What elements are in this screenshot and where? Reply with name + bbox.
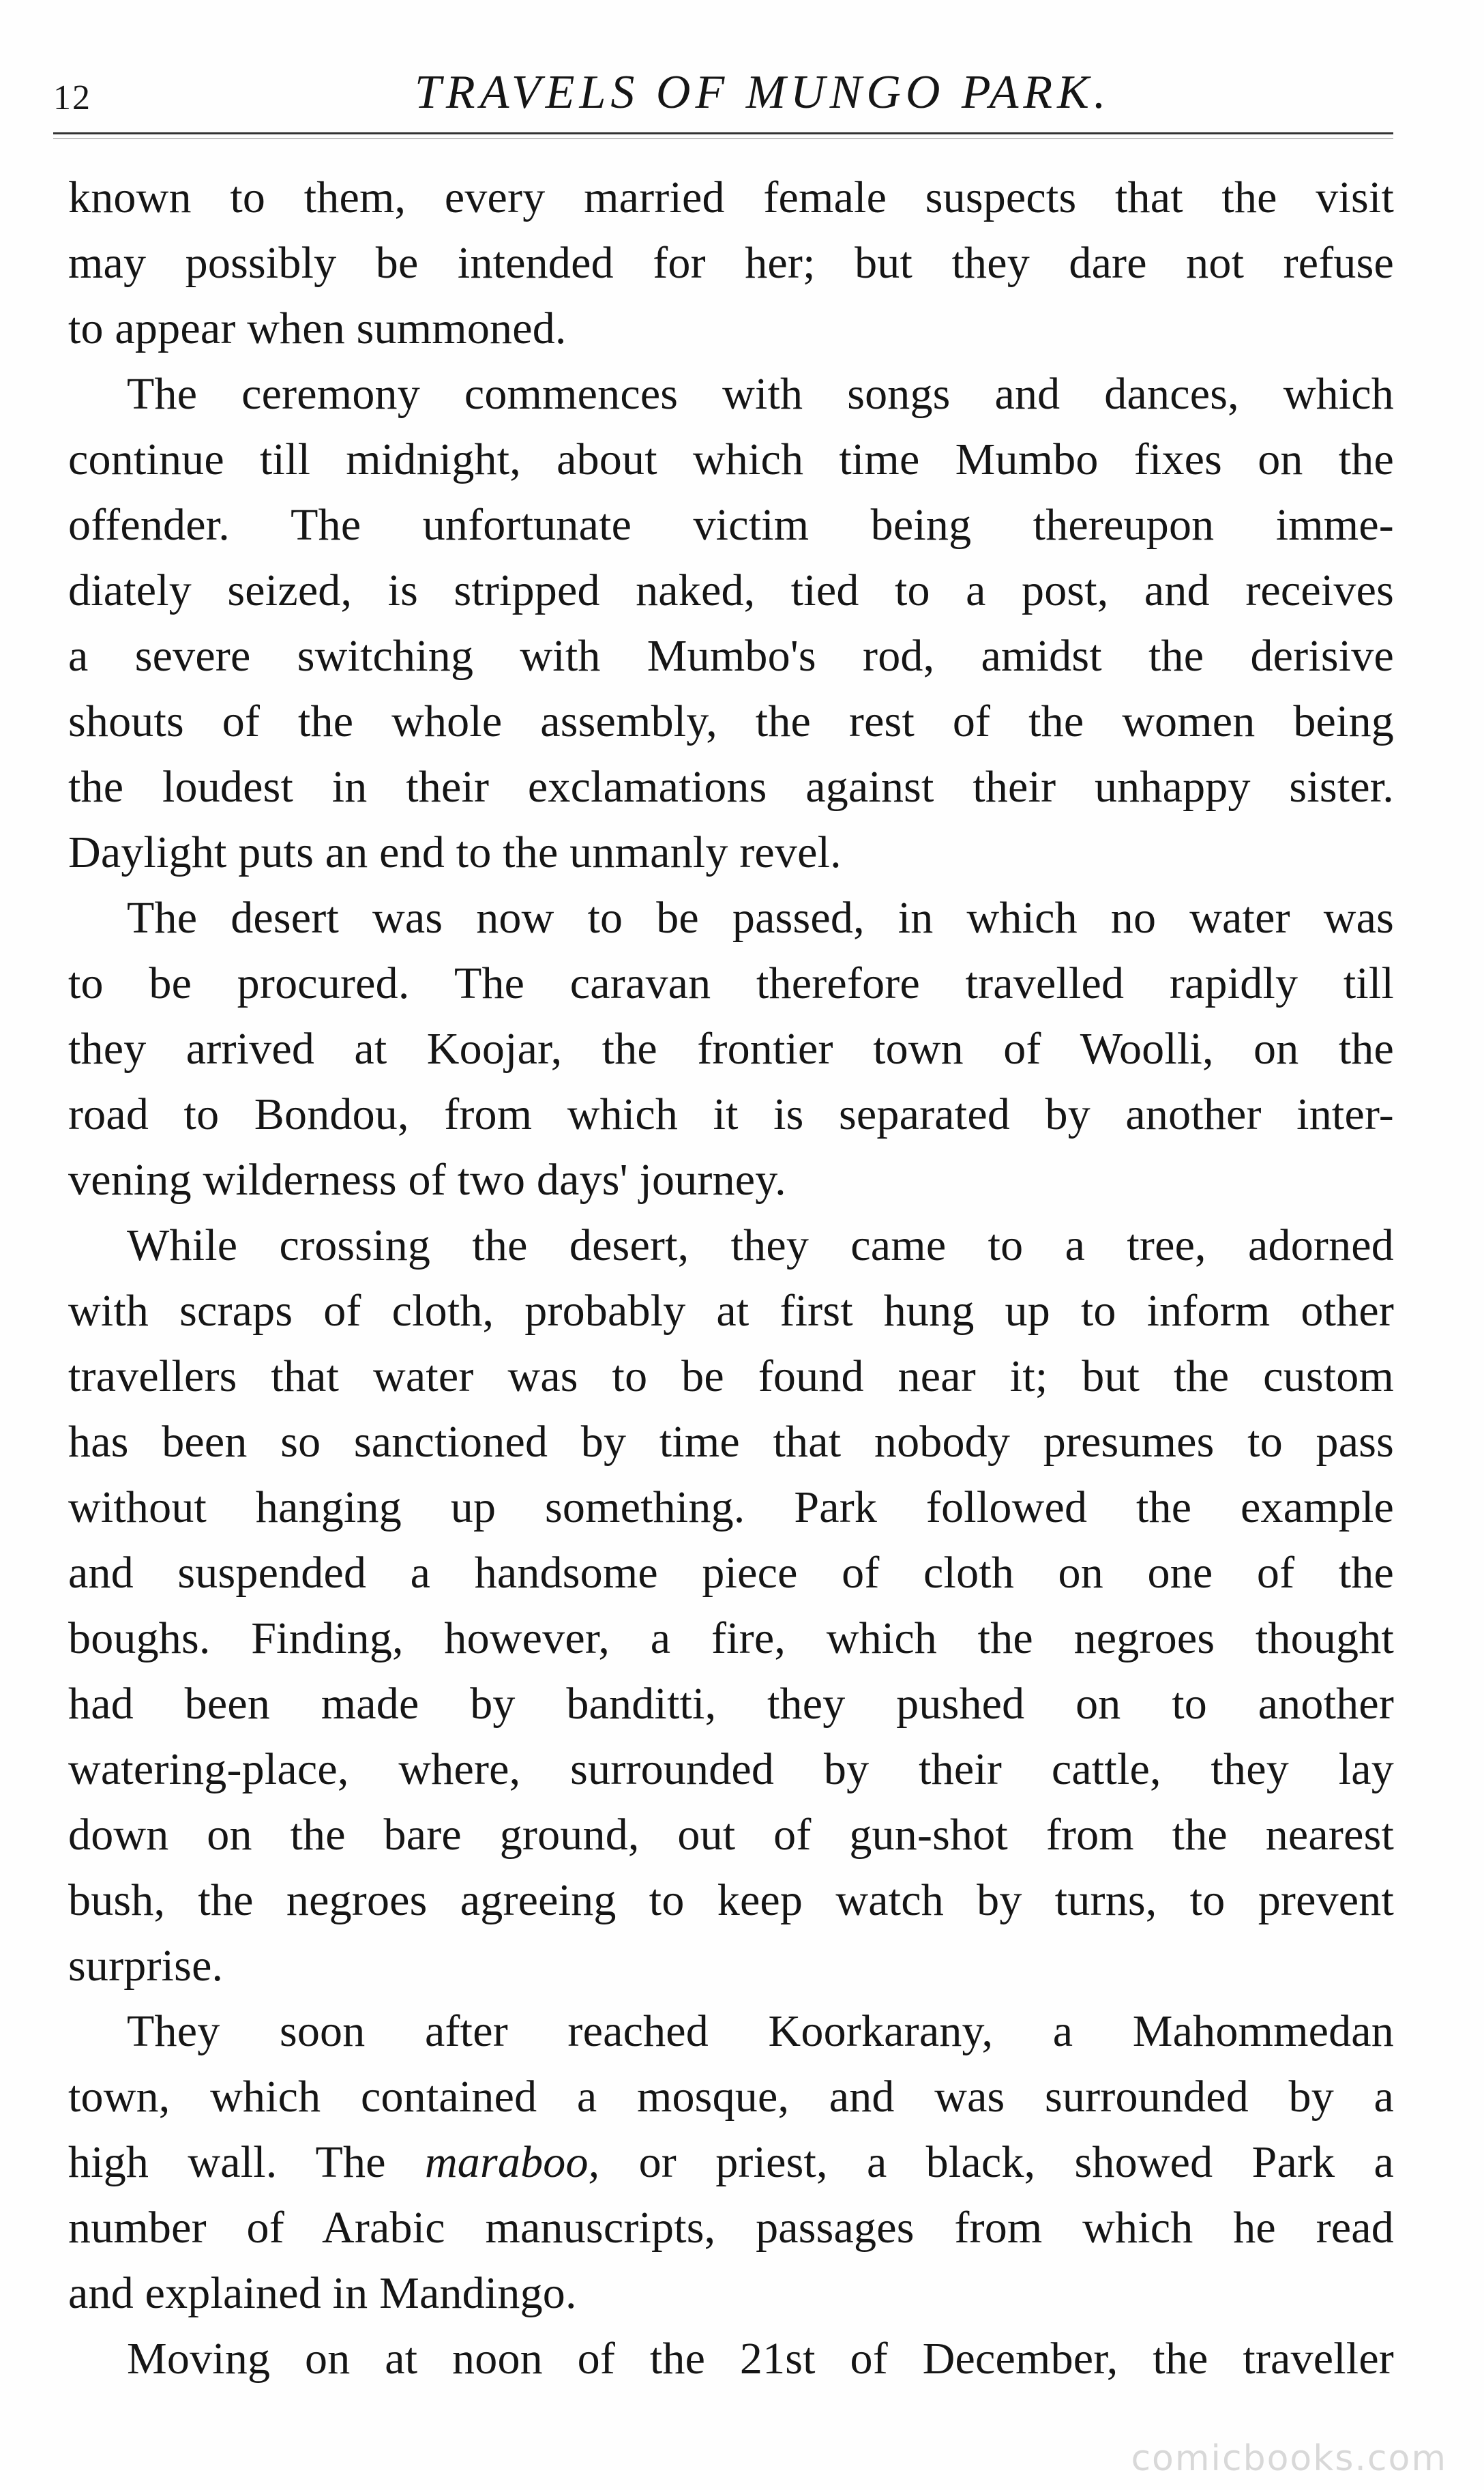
text-line: diately seized, is stripped naked, tied to a post, and receives [68, 566, 1394, 615]
text-line: down on the bare ground, out of gun-shot from the nearest [68, 1810, 1394, 1860]
text-line: The desert was now to be passed, in which no water was [127, 893, 1394, 943]
text-line: had been made by banditti, they pushed on to another [68, 1679, 1394, 1729]
text-line: number of Arabic manuscripts, passages from which he read [68, 2203, 1394, 2253]
text-line: While crossing the desert, they came to a tree, adorned [127, 1220, 1394, 1270]
text-line: a severe switching with Mumbo's rod, amidst the derisive [68, 631, 1394, 681]
text-line: vening wilderness of two days' journey. [68, 1155, 786, 1205]
text-line: The ceremony commences with songs and dances, which [127, 369, 1394, 419]
text-line: with scraps of cloth, probably at first hung up to inform other [68, 1286, 1394, 1336]
text-line: known to them, every married female suspects that the visit [68, 173, 1394, 222]
line-segment: high wall. The [68, 2137, 386, 2187]
running-head [53, 63, 1393, 131]
text-line: and explained in Mandingo. [68, 2268, 577, 2318]
text-line: watering-place, where, surrounded by their cattle, they lay [68, 1744, 1394, 1794]
text-line: continue till midnight, about which time Mumbo fixes on the [68, 435, 1394, 484]
text-line: bush, the negroes agreeing to keep watch by turns, to prevent [68, 1875, 1394, 1925]
text-line: travellers that water was to be found near it; but the custom [68, 1351, 1394, 1401]
text-line: they arrived at Koojar, the frontier town of Woolli, on the [68, 1024, 1394, 1074]
italic-term: maraboo, [424, 2137, 600, 2187]
text-line: Daylight puts an end to the unmanly revel. [68, 827, 842, 877]
text-line [68, 2130, 1394, 2195]
text-line: offender. The unfortunate victim being thereupon imme- [68, 500, 1394, 550]
header-rule [53, 132, 1393, 134]
running-title: TRAVELS OF MUNGO PARK. [415, 66, 1111, 119]
watermark: comicbooks.com [1131, 2438, 1447, 2479]
text-line: They soon after reached Koorkarany, a Mahommedan [127, 2006, 1394, 2056]
text-line: Moving on at noon of the 21st of December, the traveller [127, 2334, 1394, 2384]
text-line: has been so sanctioned by time that nobody presumes to pass [68, 1417, 1394, 1467]
text-line: and suspended a handsome piece of cloth on one of the [68, 1548, 1394, 1598]
line-segment: or priest, a black, showed Park a [638, 2137, 1395, 2187]
text-line: to be procured. The caravan therefore travelled rapidly till [68, 958, 1394, 1008]
text-line: to appear when summoned. [68, 304, 567, 353]
text-line: boughs. Finding, however, a fire, which the negroes thought [68, 1613, 1394, 1663]
header-rule-thin [53, 138, 1393, 139]
text-line: shouts of the whole assembly, the rest of the women being [68, 697, 1394, 746]
text-line: the loudest in their exclamations against their unhappy sister. [68, 762, 1394, 812]
page-number: 12 [53, 78, 91, 117]
text-line: may possibly be intended for her; but they dare not refuse [68, 238, 1394, 288]
text-line: surprise. [68, 1941, 224, 1991]
body-text [68, 165, 1394, 2392]
text-line: without hanging up something. Park followed the example [68, 1482, 1394, 1532]
text-line: town, which contained a mosque, and was surrounded by a [68, 2072, 1394, 2122]
text-line: road to Bondou, from which it is separated by another inter- [68, 1089, 1394, 1139]
